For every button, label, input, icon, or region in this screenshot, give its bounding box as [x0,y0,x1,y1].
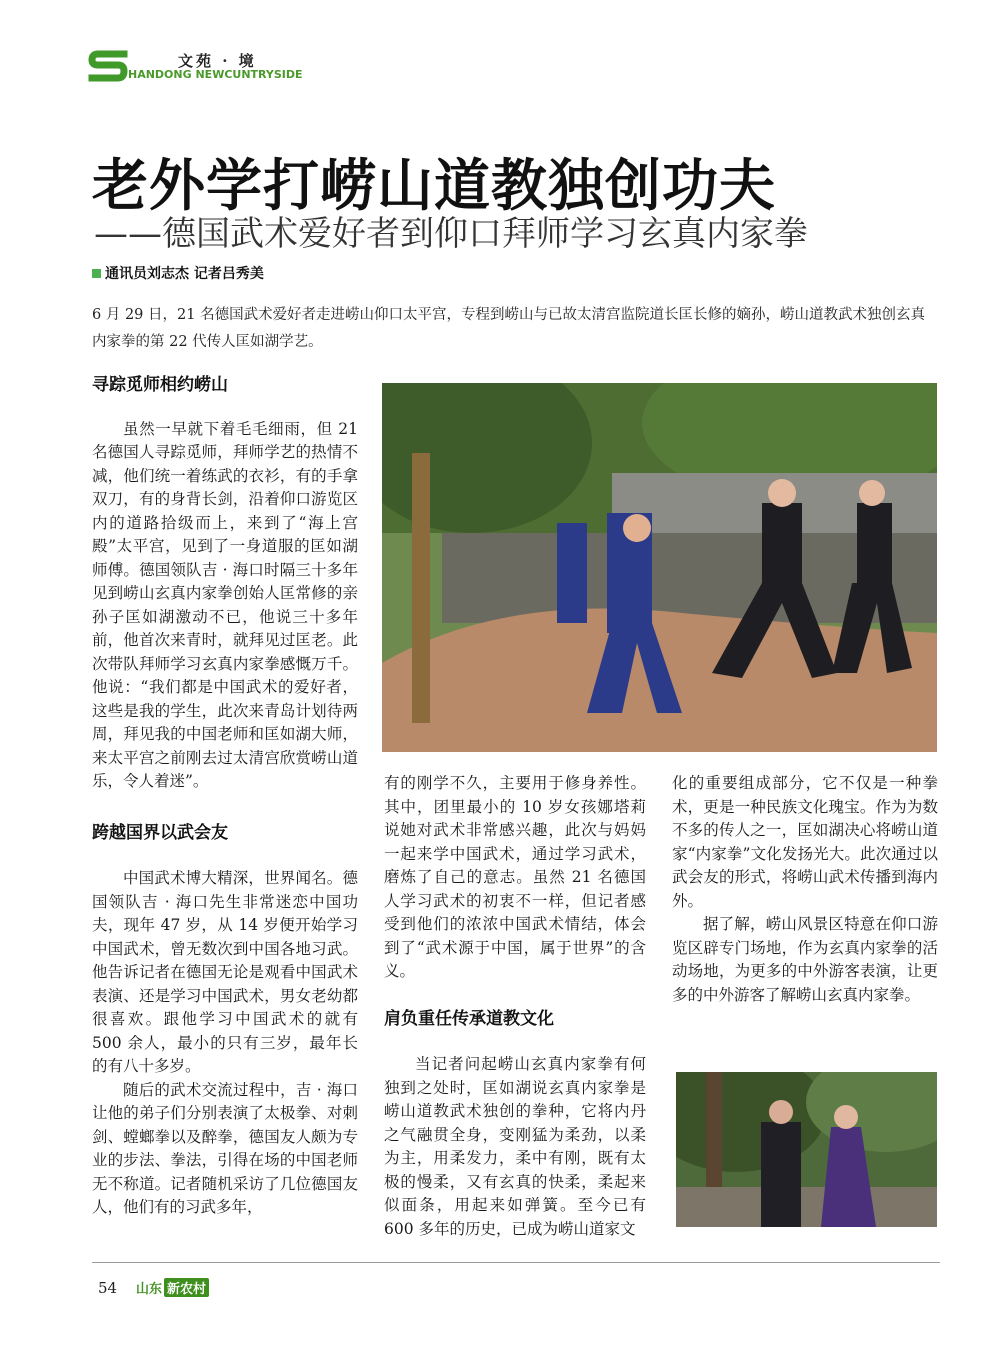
body-paragraph: 虽然一早就下着毛毛细雨，但 21 名德国人寻踪觅师，拜师学艺的热情不减，他们统一着练武的衣衫，有的手拿双刀，有的身背长剑，沿着仰口游览区内的道路拾级而上，来到了“海上宫殿”太平宫，见到了一身道服的匡如湖师傅。德国领队吉 · 海口时隔三十多年见到崂山玄真内家拳创始人匡常修的亲孙子匡如湖激动不已，他说三十多年前，他首次来青时，就拜见过匡老。此次带队拜师学习玄真内家拳感慨万千。他说：“我们都是中国武术的爱好者，这些是我的学生，此次来青岛计划待两周，拜见我的中国老师和匡如湖大师，来太平宫之前刚去过太清宫欣赏崂山道乐，令人着迷”。 [92,419,358,790]
footer-brand-left: 山东 [136,1282,163,1297]
body-paragraph: 有的刚学不久，主要用于修身养性。其中，团里最小的 10 岁女孩娜塔莉说她对武术非常感兴趣，此次与妈妈一起来学中国武术，通过学习武术，磨炼了自己的意志。虽然 21 名德国人学习武术的初衷不一样，但记者感受到他们的浓浓中国武术情结，体会到了“武术源于中国，属于世界”的含义。 [384,774,646,980]
article-subtitle: ——德国武术爱好者到仰口拜师学习玄真内家拳 [94,214,808,254]
footer-brand [136,1278,209,1297]
article-title: 老外学打崂山道教独创功夫 [92,154,776,219]
section-label: 文苑 · 境 [178,52,257,70]
column-2 [384,772,646,1241]
body-paragraph: 中国武术博大精深，世界闻名。德国领队吉 · 海口先生非常迷恋中国功夫，现年 47 岁，从 14 岁便开始学习中国武术，曾无数次到中国各地习武。他告诉记者在德国无论是观看中国武术表演、还是学习中国武术，男女老幼都很喜欢。跟他学习中国武术的就有 500 余人，最小的只有三岁，最年长的有八十多岁。 [92,869,358,1075]
magazine-logo-s-icon [88,48,128,84]
body-paragraph: 据了解，崂山风景区特意在仰口游览区辟专门场地，作为玄真内家拳的活动场地，为更多的中外游客表演，让更多的中外游客了解崂山玄真内家拳。 [672,915,938,1004]
bullet-square-icon [92,269,101,278]
footer-divider [92,1262,940,1263]
kungfu-group-photo [382,383,937,752]
byline-text: 通讯员刘志杰 记者吕秀美 [105,266,264,282]
byline [92,263,264,283]
section-subtitle: HANDONG NEWCUNTRYSIDE [128,68,303,81]
footer-brand-box: 新农村 [164,1278,209,1297]
section-heading: 肩负重任传承道教文化 [384,1008,554,1029]
lead-paragraph: 6 月 29 日，21 名德国武术爱好者走进崂山仰口太平宫，专程到崂山与已故太清宫监院道长匡长修的嫡孙，崂山道教武术独创玄真内家拳的第 22 代传人匡如湖学艺。 [92,307,926,350]
body-paragraph: 随后的武术交流过程中，吉 · 海口让他的弟子们分别表演了太极拳、对刺剑、螳螂拳以及醉拳，德国友人颇为专业的步法、拳法，引得在场的中国老师无不称道。记者随机采访了几位德国友人，他们有的习武多年， [92,1080,358,1216]
body-paragraph: 当记者问起崂山玄真内家拳有何独到之处时，匡如湖说玄真内家拳是崂山道教武术独创的拳种，它将内丹之气融贯全身，变刚猛为柔劲，以柔为主，用柔发力，柔中有刚，既有太极的慢柔，又有玄真的快柔，柔起来似面条，用起来如弹簧。至今已有 600 多年的历史，已成为崂山道家文 [384,1055,646,1238]
page-number: 54 [98,1279,118,1297]
section-heading: 跨越国界以武会友 [92,822,228,843]
column-3 [672,772,938,1007]
master-with-student-photo [676,1072,937,1227]
body-paragraph: 化的重要组成部分，它不仅是一种拳术，更是一种民族文化瑰宝。作为为数不多的传人之一，匡如湖决心将崂山道家“内家拳”文化发扬光大。此次通过以武会友的形式，将崂山武术传播到海内外。 [672,774,938,910]
section-heading: 寻踪觅师相约崂山 [92,375,228,395]
column-1 [92,374,358,1220]
